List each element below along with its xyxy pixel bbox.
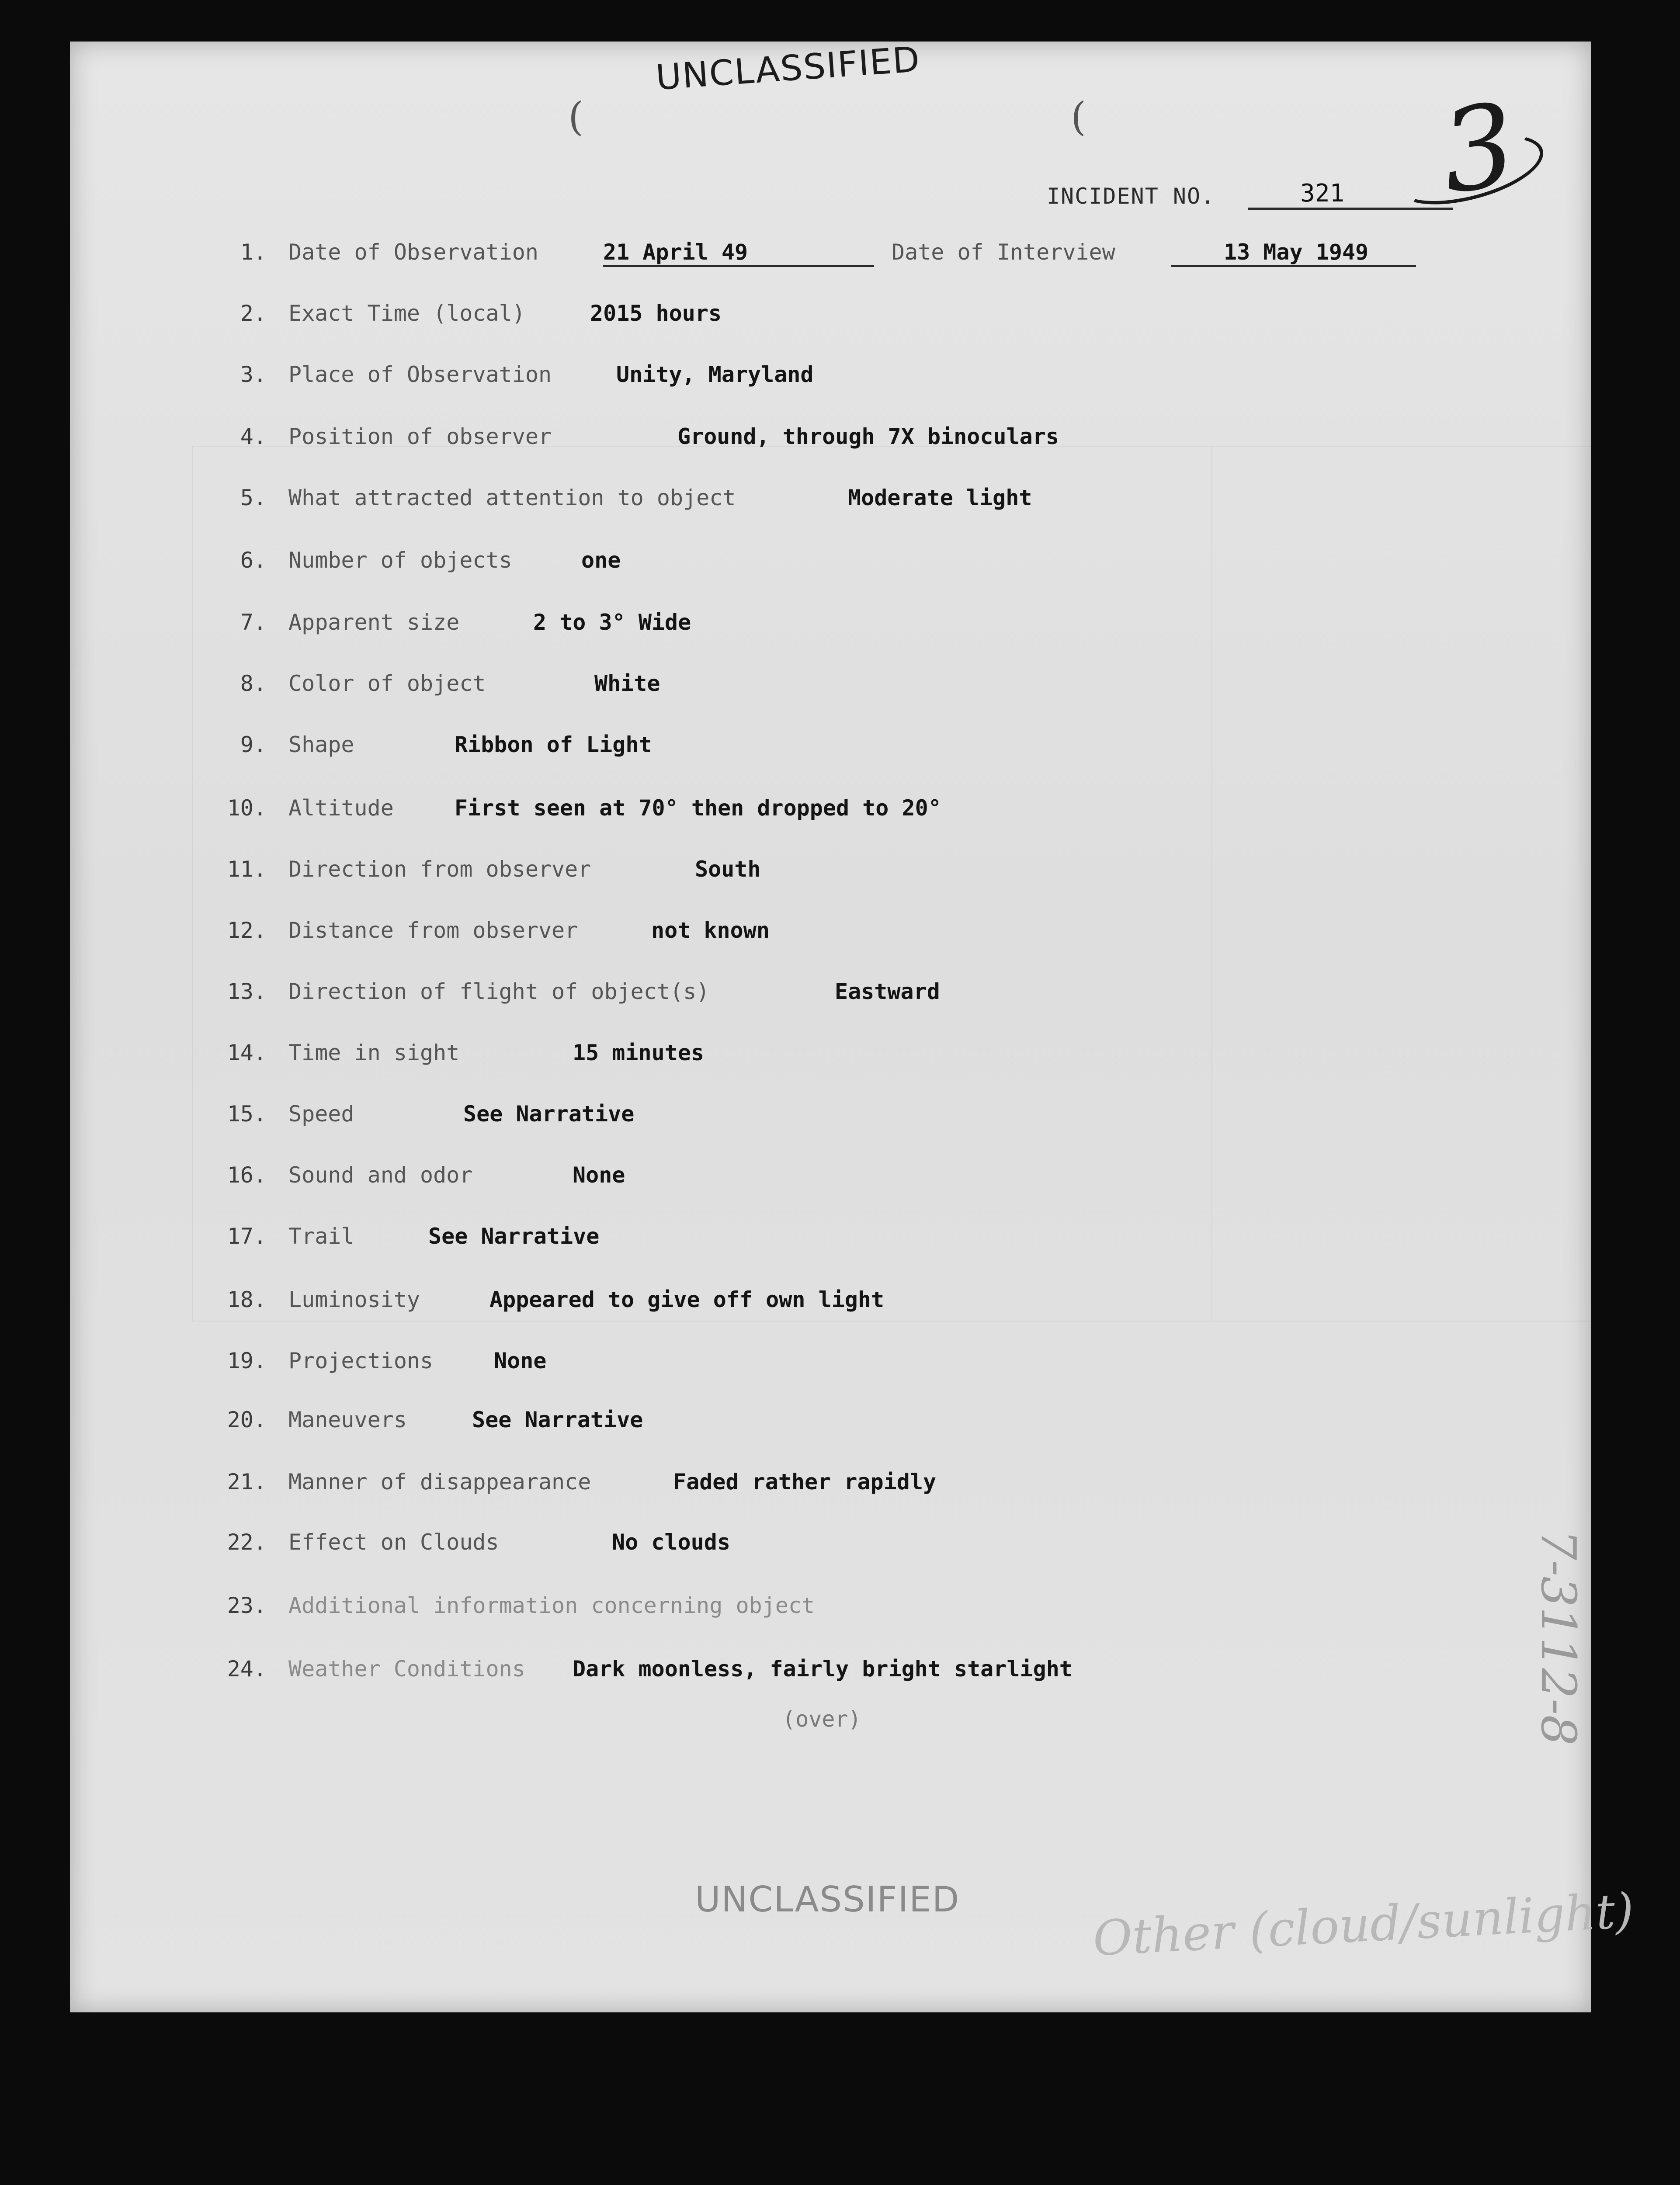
incident-number-field [1047,179,1345,209]
form-row-19 [219,1348,1486,1387]
row-value: First seen at 70° then dropped to 20° [455,795,941,821]
row-value: Unity, Maryland [616,362,814,387]
row-label: Trail [288,1224,354,1249]
row-label: Weather Conditions [288,1656,525,1682]
over-note: (over) [782,1706,861,1732]
row-label: Shape [288,732,354,757]
row-value: White [594,671,660,696]
row-label: Maneuvers [288,1407,407,1432]
row-value: No clouds [612,1530,730,1555]
row-value: Dark moonless, fairly bright starlight [573,1656,1073,1682]
row-number: 1. [240,239,267,265]
form-row-2 [219,301,1486,340]
row-number: 2. [240,301,267,326]
form-row-5 [219,485,1486,524]
form-row-7 [219,610,1486,649]
form-row-13 [219,979,1486,1018]
row-label: Apparent size [288,610,460,635]
form-row-1 [219,239,1486,279]
row-label: Altitude [288,795,394,821]
row-number: 19. [227,1348,267,1373]
row-number: 10. [227,795,267,821]
row-label: Distance from observer [288,918,578,943]
row-value: Ribbon of Light [455,732,652,757]
row-label-2: Date of Interview [892,239,1115,265]
row-label: Additional information concerning object [288,1593,815,1618]
row-label: What attracted attention to object [288,485,736,510]
row-label: Date of Observation [288,239,538,265]
row-value: See Narrative [463,1101,635,1127]
form-row-14 [219,1040,1486,1079]
row-label: Manner of disappearance [288,1469,591,1495]
row-label: Direction of flight of object(s) [288,979,710,1004]
row-label: Luminosity [288,1287,420,1312]
row-value: See Narrative [472,1407,643,1432]
date-of-observation-value: 21 April 49 [603,239,874,267]
row-number: 3. [240,362,267,387]
row-label: Effect on Clouds [288,1530,499,1555]
row-number: 23. [227,1593,267,1618]
form-row-23 [219,1593,1486,1632]
row-number: 16. [227,1162,267,1188]
row-number: 13. [227,979,267,1004]
form-row-4 [219,424,1486,463]
row-value: South [695,857,761,882]
form-row-11 [219,857,1486,896]
row-label: Position of observer [288,424,552,449]
row-number: 4. [240,424,267,449]
row-number: 22. [227,1530,267,1555]
row-value: one [581,548,621,573]
row-value: 15 minutes [573,1040,705,1065]
bottom-handwriting: Other (cloud/sunlight) [1091,1882,1635,1967]
row-number: 11. [227,857,267,882]
row-label: Speed [288,1101,354,1127]
form-row-9 [219,732,1486,771]
form-row-16 [219,1162,1486,1202]
row-label: Place of Observation [288,362,552,387]
date-of-interview-value: 13 May 1949 [1171,239,1416,267]
form-row-21 [219,1469,1486,1509]
row-number: 20. [227,1407,267,1432]
paren-left: ( [568,94,584,140]
form-row-8 [219,671,1486,710]
row-value: None [494,1348,547,1373]
handwritten-number: 3 [1433,78,1524,220]
row-label: Number of objects [288,548,512,573]
form-row-10 [219,795,1486,835]
row-value: 2 to 3° Wide [533,610,691,635]
row-number: 9. [240,732,267,757]
form-row-12 [219,918,1486,957]
row-number: 17. [227,1224,267,1249]
row-value: Faded rather rapidly [673,1469,937,1495]
form-row-3 [219,362,1486,401]
row-number: 14. [227,1040,267,1065]
row-label: Sound and odor [288,1162,473,1188]
row-number: 8. [240,671,267,696]
form-row-20 [219,1407,1486,1446]
row-value: None [573,1162,625,1188]
form-row-18 [219,1287,1486,1326]
incident-label: INCIDENT NO. [1047,184,1215,209]
row-value: See Narrative [428,1224,600,1249]
form-row-22 [219,1530,1486,1569]
row-label: Time in sight [288,1040,460,1065]
classification-stamp-bottom: UNCLASSIFIED [695,1879,960,1920]
row-value: Ground, through 7X binoculars [677,424,1059,449]
row-number: 18. [227,1287,267,1312]
form-row-17 [219,1224,1486,1263]
incident-number: 321 [1248,179,1453,210]
row-number: 7. [240,610,267,635]
form-row-15 [219,1101,1486,1141]
row-label: Color of object [288,671,486,696]
row-value: Moderate light [848,485,1032,510]
row-number: 24. [227,1656,267,1682]
row-label: Direction from observer [288,857,591,882]
classification-stamp-top: UNCLASSIFIED [654,38,922,98]
row-number: 5. [240,485,267,510]
side-handwriting: 7-3112-8 [1531,1530,1586,1746]
row-number: 6. [240,548,267,573]
row-label: Projections [288,1348,434,1373]
row-number: 21. [227,1469,267,1495]
row-value: 2015 hours [590,301,722,326]
form-row-24 [219,1656,1486,1696]
row-label: Exact Time (local) [288,301,525,326]
form-row-6 [219,548,1486,587]
row-value: Eastward [835,979,940,1004]
row-value: Appeared to give off own light [489,1287,885,1312]
row-number: 15. [227,1101,267,1127]
row-value: not known [651,918,770,943]
paren-right: ( [1071,94,1086,140]
row-number: 12. [227,918,267,943]
